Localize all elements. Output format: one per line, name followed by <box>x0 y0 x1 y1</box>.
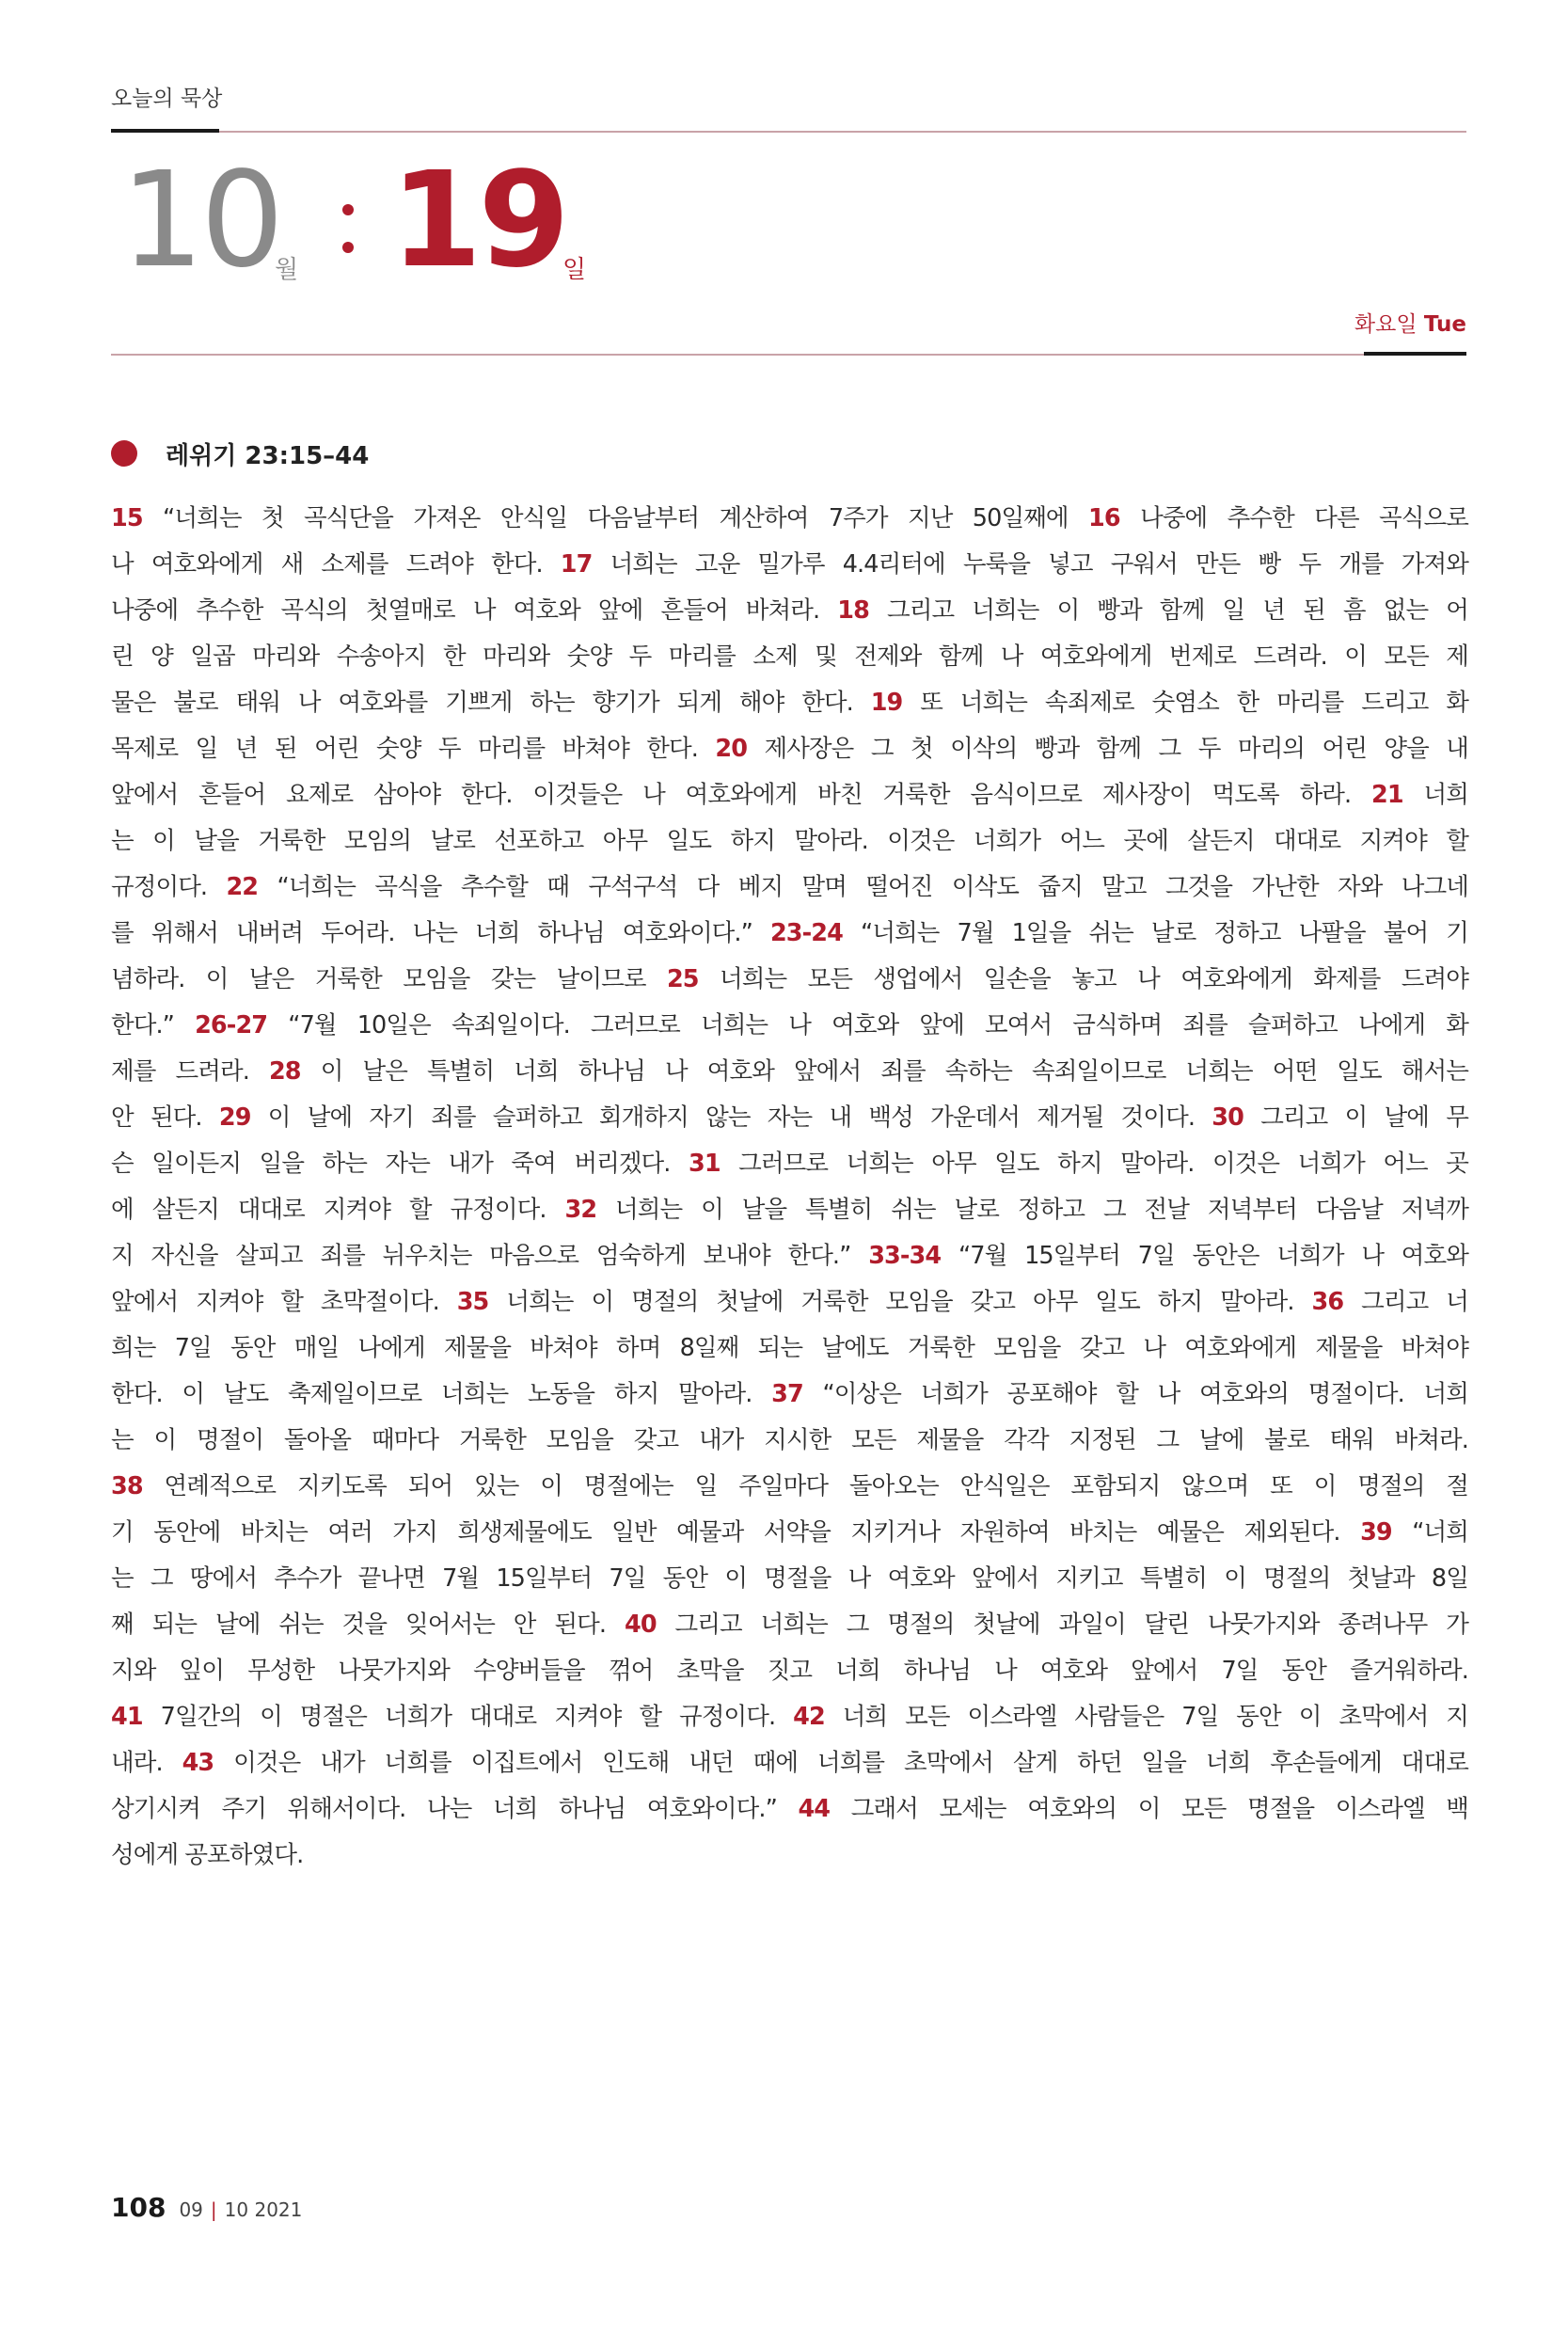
verse-text: 너희는 이 날을 특별히 쉬는 날로 정하고 그 전날 저녁부터 다음날 저녁까 <box>596 1196 1468 1224</box>
verse-text: 에 살든지 대대로 지켜야 할 규정이다. <box>111 1196 565 1224</box>
verse-text: 너희 <box>1402 781 1468 809</box>
verse-number: 17 <box>560 550 593 579</box>
verse-number: 30 <box>1212 1103 1243 1132</box>
passage-line <box>111 1510 1468 1556</box>
verse-text: 그래서 모세는 여호와의 이 모든 명절을 이스라엘 백 <box>830 1795 1468 1823</box>
verse-text: 이 날은 특별히 너희 하나님 나 여호와 앞에서 죄를 속하는 속죄일이므로 너희는 어떤 일도 해서는 <box>300 1057 1468 1086</box>
passage-line <box>111 1833 1468 1879</box>
verse-text: “너희는 7월 1일을 쉬는 날로 정하고 나팔을 불어 기 <box>843 919 1468 947</box>
verse-number: 21 <box>1371 781 1403 809</box>
passage-line <box>111 1786 1468 1833</box>
verse-text: 너희는 고운 밀가루 4.4리터에 누룩을 넣고 구워서 만든 빵 두 개를 가져와 <box>592 550 1468 579</box>
passage-line <box>111 818 1468 865</box>
verse-number: 39 <box>1360 1518 1392 1547</box>
verse-number: 36 <box>1311 1288 1344 1316</box>
weekday <box>1354 307 1466 338</box>
verse-text: 나중에 추수한 다른 곡식으로 <box>1119 504 1468 532</box>
verse-text: 그리고 너희는 그 명절의 첫날에 과일이 달린 나뭇가지와 종려나무 가 <box>656 1611 1468 1639</box>
scripture-reference <box>111 435 369 472</box>
verse-text: 그러므로 너희는 아무 일도 하지 말아라. 이것은 너희가 어느 곳 <box>720 1150 1469 1178</box>
verse-number: 19 <box>870 689 903 717</box>
date-colon <box>342 193 354 268</box>
passage-body <box>111 496 1468 1879</box>
verse-text: 앞에서 지켜야 할 초막절이다. <box>111 1288 457 1316</box>
verse-text: 앞에서 흔들어 요제로 삼아야 한다. 이것들은 나 여호와에게 바친 거룩한 음식이므로 제사장이 먹도록 하라. <box>111 781 1372 809</box>
verse-number: 44 <box>798 1795 831 1823</box>
month-number: 10 <box>120 144 281 297</box>
mid-rule <box>111 354 1364 356</box>
verse-text: 목제로 일 년 된 어린 숫양 두 마리를 바쳐야 한다. <box>111 735 716 763</box>
verse-text: 그리고 이 날에 무 <box>1243 1103 1468 1132</box>
passage-line <box>111 1049 1468 1095</box>
weekday-korean: 화요일 <box>1354 312 1418 337</box>
weekday-english: Tue <box>1423 312 1466 337</box>
top-rule <box>219 131 1466 133</box>
issue-separator: | <box>210 2198 217 2221</box>
verse-text: “이상은 너희가 공포해야 할 나 여호와의 명절이다. 너희 <box>802 1380 1469 1408</box>
verse-text: 나 여호와에게 새 소제를 드려야 한다. <box>111 550 561 579</box>
verse-number: 41 <box>111 1703 143 1731</box>
month-unit: 월 <box>275 256 299 284</box>
day-unit: 일 <box>562 256 587 284</box>
passage-line <box>111 1694 1468 1740</box>
section-title: 오늘의 묵상 <box>111 87 223 111</box>
verse-number: 29 <box>218 1103 251 1132</box>
verse-number: 20 <box>715 735 748 763</box>
verse-number: 31 <box>688 1150 721 1178</box>
verse-text: 째 되는 날에 쉬는 것을 잊어서는 안 된다. <box>111 1611 625 1639</box>
verse-text: “7월 10일은 속죄일이다. 그러므로 너희는 나 여호와 앞에 모여서 금식하며 죄를 슬퍼하고 나에게 화 <box>267 1011 1468 1040</box>
passage-line <box>111 772 1468 818</box>
passage-line <box>111 1325 1468 1372</box>
verse-number: 33-34 <box>868 1242 942 1270</box>
verse-text: 는 이 명절이 돌아올 때마다 거룩한 모임을 갖고 내가 지시한 모든 제물을 각각 지정된 그 날에 불로 태워 바쳐라. <box>111 1426 1468 1454</box>
verse-text: 내라. <box>111 1749 182 1777</box>
passage-line <box>111 588 1468 634</box>
verse-text: 제사장은 그 첫 이삭의 빵과 함께 그 두 마리의 어린 양을 내 <box>747 735 1468 763</box>
verse-number: 32 <box>564 1196 597 1224</box>
verse-number: 40 <box>624 1611 657 1639</box>
passage-line <box>111 911 1468 957</box>
verse-text: 는 이 날을 거룩한 모임의 날로 선포하고 아무 일도 하지 말아라. 이것은 너희가 어느 곳에 살든지 대대로 지켜야 할 <box>111 827 1468 855</box>
passage-line <box>111 1372 1468 1418</box>
verse-text: 희는 7일 동안 매일 나에게 제물을 바쳐야 하며 8일째 되는 날에도 거룩한 모임을 갖고 나 여호와에게 제물을 바쳐야 <box>111 1334 1468 1362</box>
page-number: 108 <box>111 2192 166 2223</box>
mid-rule-accent <box>1364 352 1466 356</box>
verse-text: 상기시켜 주기 위해서이다. 나는 너희 하나님 여호와이다.” <box>111 1795 799 1823</box>
verse-text: 물은 불로 태워 나 여호와를 기쁘게 하는 향기가 되게 해야 한다. <box>111 689 871 717</box>
verse-text: 를 위해서 내버려 두어라. 나는 너희 하나님 여호와이다.” <box>111 919 770 947</box>
verse-number: 16 <box>1088 504 1120 532</box>
verse-text: 념하라. 이 날은 거룩한 모임을 갖는 날이므로 <box>111 965 667 993</box>
passage-line <box>111 1464 1468 1510</box>
passage-line <box>111 1141 1468 1187</box>
passage-line <box>111 1233 1468 1279</box>
passage-line <box>111 726 1468 772</box>
bullet-dot-icon <box>111 440 137 467</box>
passage-line <box>111 634 1468 680</box>
page-footer <box>111 2192 302 2223</box>
verse-text: 제를 드려라. <box>111 1057 269 1086</box>
reference-text: 레위기 23:15–44 <box>166 441 370 470</box>
passage-line <box>111 680 1468 726</box>
verse-text: 안 된다. <box>111 1103 219 1132</box>
verse-text: 7일간의 이 명절은 너희가 대대로 지켜야 할 규정이다. <box>142 1703 794 1731</box>
passage-line <box>111 957 1468 1003</box>
verse-text: 한다.” <box>111 1011 196 1040</box>
issue-month: 09 <box>179 2198 203 2221</box>
verse-text: 연례적으로 지키도록 되어 있는 이 명절에는 일 주일마다 돌아오는 안식일은 포함되지 않으며 또 이 명절의 절 <box>142 1472 1468 1500</box>
passage-line <box>111 1418 1468 1464</box>
verse-text: 는 그 땅에서 추수가 끝나면 7월 15일부터 7일 동안 이 명절을 나 여호와 앞에서 지키고 특별히 이 명절의 첫날과 8일 <box>111 1564 1468 1593</box>
passage-line <box>111 1095 1468 1141</box>
verse-text: 이 날에 자기 죄를 슬퍼하고 회개하지 않는 자는 내 백성 가운데서 제거될 것이다. <box>250 1103 1212 1132</box>
passage-line <box>111 1556 1468 1602</box>
verse-number: 38 <box>111 1472 143 1500</box>
verse-text: “너희는 첫 곡식단을 가져온 안식일 다음날부터 계산하여 7주가 지난 50일째에 <box>142 504 1089 532</box>
verse-text: “너희 <box>1391 1518 1468 1547</box>
verse-number: 28 <box>268 1057 301 1086</box>
issue-date: 10 2021 <box>224 2198 303 2221</box>
verse-text: 규정이다. <box>111 873 227 901</box>
verse-text: 기 동안에 바치는 여러 가지 희생제물에도 일반 예물과 서약을 지키거나 자원하여 바치는 예물은 제외된다. <box>111 1518 1361 1547</box>
verse-text: 너희는 이 명절의 첫날에 거룩한 모임을 갖고 아무 일도 하지 말아라. <box>488 1288 1312 1316</box>
verse-text: 또 너희는 속죄제로 숫염소 한 마리를 드리고 화 <box>902 689 1469 717</box>
verse-text: 지 자신을 살피고 죄를 뉘우치는 마음으로 엄숙하게 보내야 한다.” <box>111 1242 869 1270</box>
verse-text: 성에게 공포하였다. <box>111 1841 304 1869</box>
verse-text: 나중에 추수한 곡식의 첫열매로 나 여호와 앞에 흔들어 바쳐라. <box>111 596 838 625</box>
day-number: 19 <box>390 144 566 297</box>
verse-number: 22 <box>226 873 259 901</box>
issue-info <box>179 2198 302 2221</box>
verse-number: 37 <box>771 1380 803 1408</box>
passage-line <box>111 496 1468 542</box>
passage-line <box>111 1003 1468 1049</box>
passage-line <box>111 1740 1468 1786</box>
verse-number: 26-27 <box>195 1011 268 1040</box>
verse-number: 18 <box>837 596 869 625</box>
verse-text: “7월 15일부터 7일 동안은 너희가 나 여호와 <box>941 1242 1468 1270</box>
top-rule-accent <box>111 129 219 133</box>
verse-number: 43 <box>182 1749 214 1777</box>
verse-text: 한다. 이 날도 축제일이므로 너희는 노동을 하지 말아라. <box>111 1380 772 1408</box>
verse-text: 이것은 내가 너희를 이집트에서 인도해 내던 때에 너희를 초막에서 살게 하던 일을 너희 후손들에게 대대로 <box>214 1749 1468 1777</box>
verse-text: 너희는 모든 생업에서 일손을 놓고 나 여호와에게 화제를 드려야 <box>698 965 1468 993</box>
verse-number: 35 <box>456 1288 489 1316</box>
passage-line <box>111 865 1468 911</box>
passage-line <box>111 1187 1468 1233</box>
verse-number: 15 <box>111 504 143 532</box>
passage-line <box>111 1279 1468 1325</box>
verse-text: 그리고 너 <box>1343 1288 1469 1316</box>
verse-text: 지와 잎이 무성한 나뭇가지와 수양버들을 꺾어 초막을 짓고 너희 하나님 나 여호와 앞에서 7일 동안 즐거워하라. <box>111 1657 1468 1685</box>
passage-line <box>111 1648 1468 1694</box>
verse-text: 그리고 너희는 이 빵과 함께 일 년 된 흠 없는 어 <box>868 596 1468 625</box>
verse-number: 42 <box>793 1703 825 1731</box>
verse-text: 슨 일이든지 일을 하는 자는 내가 죽여 버리겠다. <box>111 1150 689 1178</box>
verse-number: 23-24 <box>769 919 843 947</box>
verse-number: 25 <box>666 965 699 993</box>
passage-line <box>111 1602 1468 1648</box>
verse-text: “너희는 곡식을 추수할 때 구석구석 다 베지 말며 떨어진 이삭도 줍지 말고 그것을 가난한 자와 나그네 <box>258 873 1468 901</box>
passage-line <box>111 542 1468 588</box>
verse-text: 린 양 일곱 마리와 수송아지 한 마리와 숫양 두 마리를 소제 및 전제와 함께 나 여호와에게 번제로 드려라. 이 모든 제 <box>111 643 1468 671</box>
verse-text: 너희 모든 이스라엘 사람들은 7일 동안 이 초막에서 지 <box>824 1703 1468 1731</box>
